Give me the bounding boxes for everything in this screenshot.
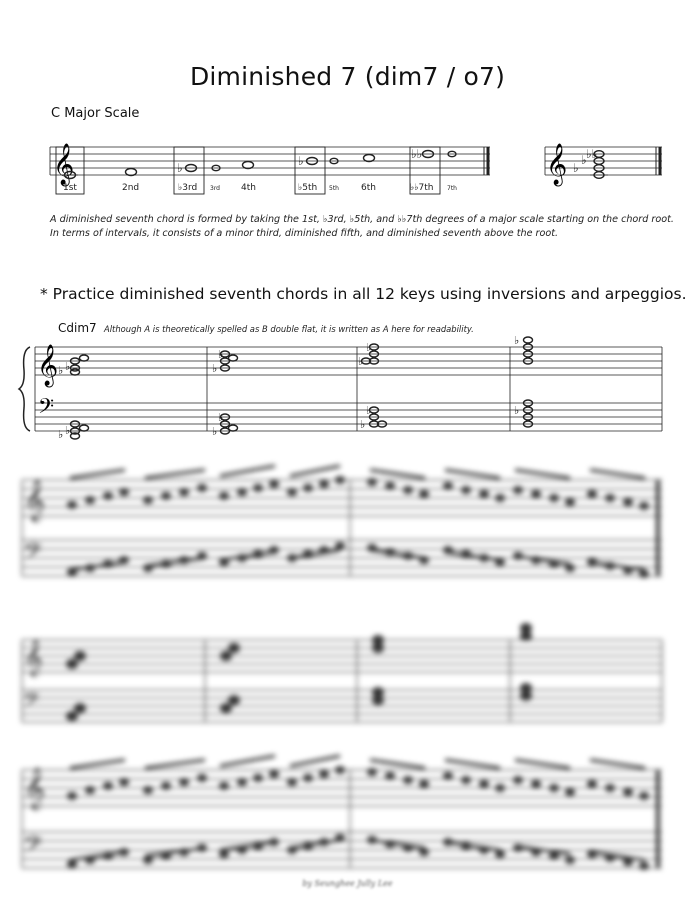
flat-icon: ♭	[581, 153, 587, 167]
degree-label: ♭5th	[298, 183, 318, 193]
degree-label: 2nd	[122, 183, 140, 193]
degree-label: 4th	[241, 183, 256, 193]
svg-text:𝄞: 𝄞	[24, 638, 43, 676]
double-flat-icon: ♭♭	[586, 147, 598, 161]
svg-text:𝄞: 𝄞	[24, 480, 46, 521]
flat-icon: ♭	[366, 341, 372, 354]
flat-icon: ♭	[58, 364, 64, 377]
flat-icon: ♭	[298, 154, 304, 168]
double-flat-icon: ♭♭	[411, 147, 423, 161]
degree-label: 6th	[361, 183, 376, 193]
svg-text:𝄞: 𝄞	[24, 768, 46, 809]
degree-label: 3rd	[210, 185, 220, 192]
degree-label: 1st	[63, 183, 77, 193]
scale-label: C Major Scale	[51, 106, 140, 121]
treble-clef-icon: 𝄞	[546, 144, 568, 185]
chord-symbol: Cdim7	[58, 321, 97, 335]
degree-label: 5th	[329, 185, 339, 192]
brace-icon	[19, 347, 30, 431]
page-title: Diminished 7 (dim7 / o7)	[189, 62, 506, 91]
svg-text:𝄢: 𝄢	[24, 688, 40, 716]
flat-icon: ♭	[366, 404, 372, 417]
flat-icon: ♭	[514, 404, 520, 417]
flat-icon: ♭	[514, 334, 520, 347]
degree-label: 7th	[447, 185, 457, 192]
degree-label: ♭3rd	[178, 183, 198, 193]
svg-text:𝄢: 𝄢	[24, 537, 43, 570]
flat-icon: ♭	[65, 424, 71, 437]
description-line: A diminished seventh chord is formed by taking the 1st, ♭3rd, ♭5th, and ♭♭7th degrees of a major scale starting on the chord root.	[50, 214, 674, 225]
flat-icon: ♭	[573, 161, 579, 175]
degree-label: ♭♭7th	[410, 183, 434, 193]
flat-icon: ♭	[360, 418, 366, 431]
flat-icon: ♭	[218, 411, 224, 424]
flat-icon: ♭	[358, 355, 364, 368]
flat-icon: ♭	[58, 428, 64, 441]
flat-icon: ♭	[177, 161, 183, 175]
treble-clef-icon: 𝄞	[37, 345, 59, 386]
flat-icon: ♭	[212, 362, 218, 375]
bass-clef-icon: 𝄢	[38, 394, 55, 423]
credit: by Seunghee Jully Lee	[302, 879, 393, 888]
chord-note: Although A is theoretically spelled as B double flat, it is written as A here for readability.	[104, 324, 474, 334]
svg-text:𝄢: 𝄢	[24, 830, 43, 863]
practice-instruction: * Practice diminished seventh chords in all 12 keys using inversions and arpeggios.	[40, 285, 687, 303]
flat-icon: ♭	[212, 425, 218, 438]
blurred-score	[0, 455, 695, 900]
description-line: In terms of intervals, it consists of a minor third, diminished fifth, and diminished seventh above the root.	[50, 228, 559, 239]
treble-clef-icon: 𝄞	[53, 144, 75, 185]
flat-icon: ♭	[65, 360, 71, 373]
flat-icon: ♭	[218, 348, 224, 361]
